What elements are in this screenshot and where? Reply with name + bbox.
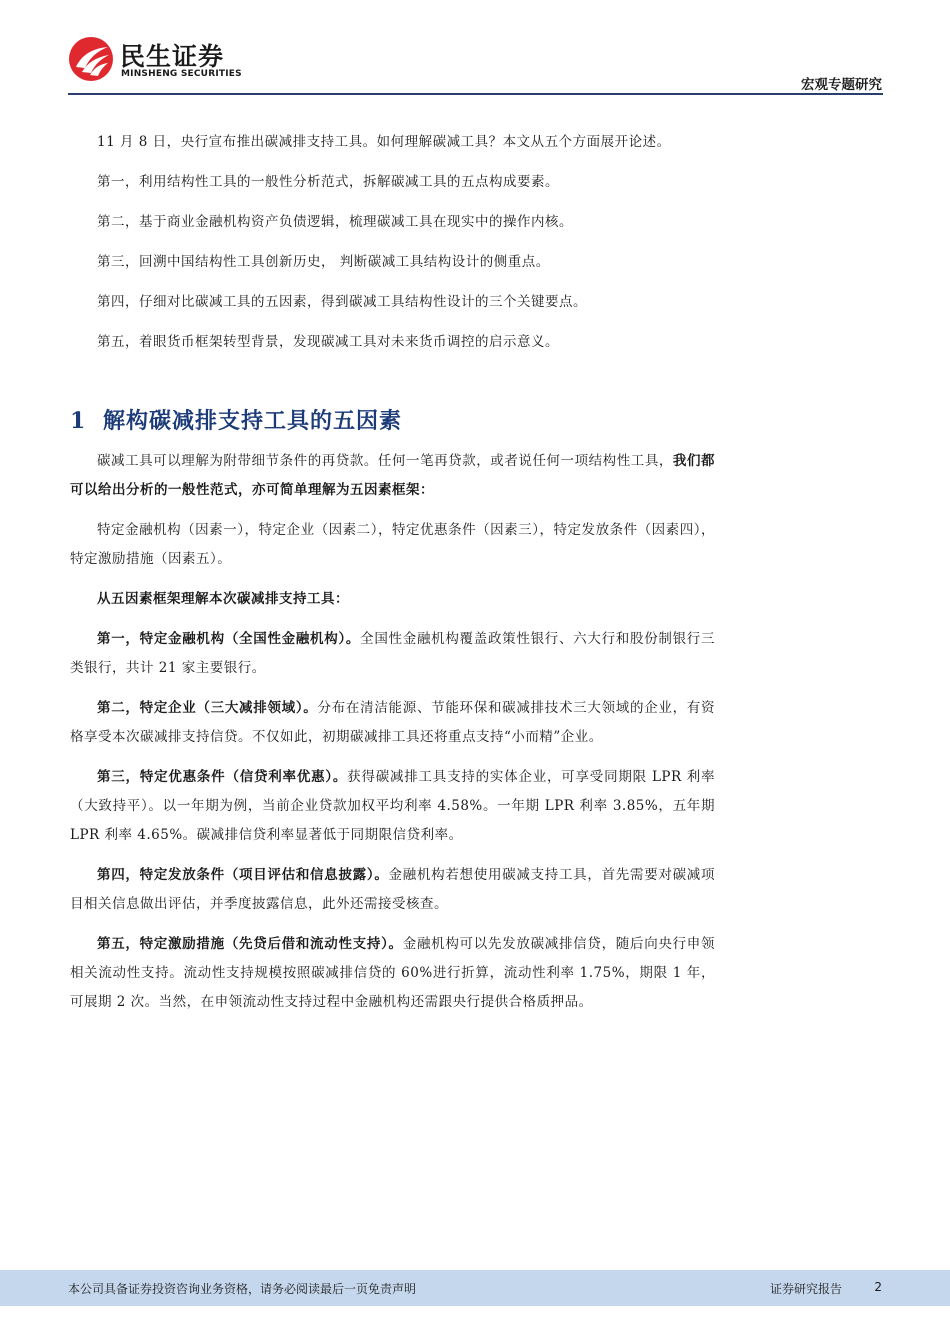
factor-paragraph-4 [70, 861, 715, 919]
intro-paragraph-2: 第一，利用结构性工具的一般性分析范式，拆解碳减工具的五点构成要素。 [97, 174, 559, 190]
section-paragraph-3 [70, 585, 715, 614]
section-heading [70, 404, 715, 435]
report-category-label: 证券研究报告 [769, 1282, 842, 1296]
factor-5-heading: 第五，特定激励措施（先贷后借和流动性支持）。 [97, 936, 403, 952]
intro-paragraph-4: 第三，回溯中国结构性工具创新历史， 判断碳减工具结构设计的侧重点。 [97, 254, 550, 270]
section-paragraph-1-bold: 我们都可以给出分析的一般性范式，亦可简单理解为五因素框架： [70, 453, 715, 498]
section-paragraph-1 [70, 447, 715, 505]
intro-paragraph-6: 第五，着眼货币框架转型背景，发现碳减工具对未来货币调控的启示意义。 [97, 334, 559, 350]
page-header [0, 0, 950, 100]
factor-2-heading: 第二，特定企业（三大减排领域）。 [97, 700, 318, 716]
disclaimer-notice: 本公司具备证券投资咨询业务资格，请务必阅读最后一页免责声明 [68, 1282, 417, 1296]
intro-paragraph-1: 11 月 8 日，央行宣布推出碳减排支持工具。如何理解碳减工具？本文从五个方面展开论述。 [97, 134, 671, 150]
factor-1-text: 全国性金融机构覆盖政策性银行、六大行和股份制银行三类银行，共计 21 家主要银行。 [70, 631, 716, 676]
factor-3-text: 获得碳减排工具支持的实体企业，可享受同期限 LPR 利率（大致持平）。以一年期为例，当前企业贷款加权平均利率 4.58%。一年期 LPR 利率 3.85%，五年期 LPR 利率 4.65%。碳减排信贷利率显著低于同期限信贷利率。 [70, 769, 716, 843]
factor-paragraph-2 [70, 694, 715, 752]
minsheng-logo-icon [68, 36, 114, 82]
section-number: 1 [70, 408, 87, 434]
page-footer [0, 1270, 950, 1306]
factor-paragraph-1 [70, 625, 715, 683]
section-paragraph-1-text: 碳减工具可以理解为附带细节条件的再贷款。任何一笔再贷款，或者说任何一项结构性工具， [97, 453, 673, 469]
factor-4-heading: 第四，特定发放条件（项目评估和信息披露）。 [97, 867, 389, 883]
intro-paragraph-5: 第四，仔细对比碳减工具的五因素，得到碳减工具结构性设计的三个关键要点。 [97, 294, 587, 310]
factor-3-heading: 第三，特定优惠条件（信贷利率优惠）。 [97, 769, 348, 785]
factor-paragraph-5 [70, 930, 715, 1017]
intro-paragraph-3: 第二，基于商业金融机构资产负债逻辑，梳理碳减工具在现实中的操作内核。 [97, 214, 573, 230]
logo-english-name: MINSHENG SECURITIES [121, 69, 242, 79]
factor-paragraph-3 [70, 763, 715, 850]
factor-5-text: 金融机构可以先发放碳减排信贷，随后向央行申领相关流动性支持。流动性支持规模按照碳减排信贷的 60%进行折算，流动性利率 1.75%，期限 1 年，可展期 2 次。当然，在申领流动性支持过程中金融机构还需跟央行提供合格质押品。 [70, 936, 716, 1010]
section-title-text: 解构碳减排支持工具的五因素 [103, 408, 403, 434]
logo-chinese-name: 民生证券 [120, 42, 225, 71]
section-paragraph-2: 特定金融机构（因素一），特定企业（因素二），特定优惠条件（因素三），特定发放条件（因素四），特定激励措施（因素五）。 [70, 522, 715, 567]
report-type-label: 宏观专题研究 [801, 77, 882, 93]
header-divider [68, 93, 883, 95]
company-logo [68, 36, 248, 86]
factor-4-text: 金融机构若想使用碳减支持工具，首先需要对碳减项目相关信息做出评估，并季度披露信息，此外还需接受核查。 [70, 867, 716, 912]
factor-2-text: 分布在清洁能源、节能环保和碳减排技术三大领域的企业，有资格享受本次碳减排支持信贷。不仅如此，初期碳减排工具还将重点支持“小而精”企业。 [70, 700, 716, 745]
page-number: 2 [874, 1280, 882, 1294]
factor-1-heading: 第一，特定金融机构（全国性金融机构）。 [97, 631, 361, 647]
main-content [70, 128, 715, 1028]
section-paragraph-3-bold: 从五因素框架理解本次碳减排支持工具： [97, 591, 349, 607]
